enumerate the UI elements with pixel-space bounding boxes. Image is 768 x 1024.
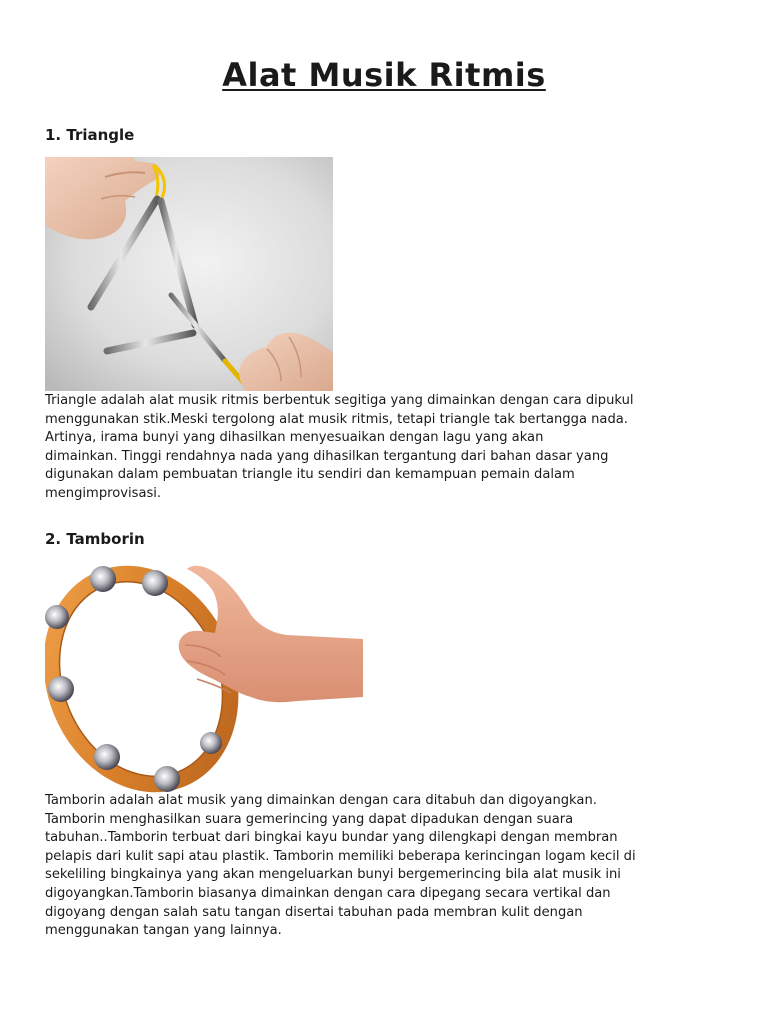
text-line: Tamborin menghasilkan suara gemerincing yang dapat dipadukan dengan suara: [45, 811, 574, 827]
section-text-triangle: [45, 392, 715, 504]
text-line: tabuhan..Tamborin terbuat dari bingkai kayu bundar yang dilengkapi dengan membran: [45, 830, 618, 846]
triangle-photo: [45, 157, 333, 391]
text-line: pelapis dari kulit sapi atau plastik. Tamborin memiliki beberapa kerincingan logam kecil di: [45, 848, 636, 864]
text-line: sekeliling bingkainya yang akan mengeluarkan bunyi bergemerincing bila alat musik ini: [45, 867, 621, 883]
text-line: digoyang dengan salah satu tangan disertai tabuhan pada membran kulit dengan: [45, 904, 583, 920]
tambourine-photo: [45, 561, 363, 793]
text-line: mengimprovisasi.: [45, 485, 162, 501]
text-line: Tamborin adalah alat musik yang dimainkan dengan cara ditabuh dan digoyangkan.: [45, 793, 597, 808]
page-title: Alat Musik Ritmis: [222, 56, 546, 94]
section-text-tamborin: [45, 792, 715, 941]
text-line: menggunakan tangan yang lainnya.: [45, 923, 282, 939]
text-line: Artinya, irama bunyi yang dihasilkan menyesuaikan dengan lagu yang akan: [45, 430, 544, 446]
section-heading-triangle: 1. Triangle: [45, 126, 135, 144]
text-line: digoyangkan.Tamborin biasanya dimainkan dengan cara dipegang secara vertikal dan: [45, 885, 611, 901]
text-line: digunakan dalam pembuatan triangle itu sendiri dan kemampuan pemain dalam: [45, 467, 575, 483]
text-line: Triangle adalah alat musik ritmis berbentuk segitiga yang dimainkan dengan cara dipukul: [45, 393, 634, 408]
text-line: dimainkan. Tinggi rendahnya nada yang dihasilkan tergantung dari bahan dasar yang: [45, 448, 609, 464]
section-heading-tamborin: 2. Tamborin: [45, 530, 145, 548]
text-line: menggunakan stik.Meski tergolong alat musik ritmis, tetapi triangle tak bertangga nada.: [45, 411, 628, 427]
